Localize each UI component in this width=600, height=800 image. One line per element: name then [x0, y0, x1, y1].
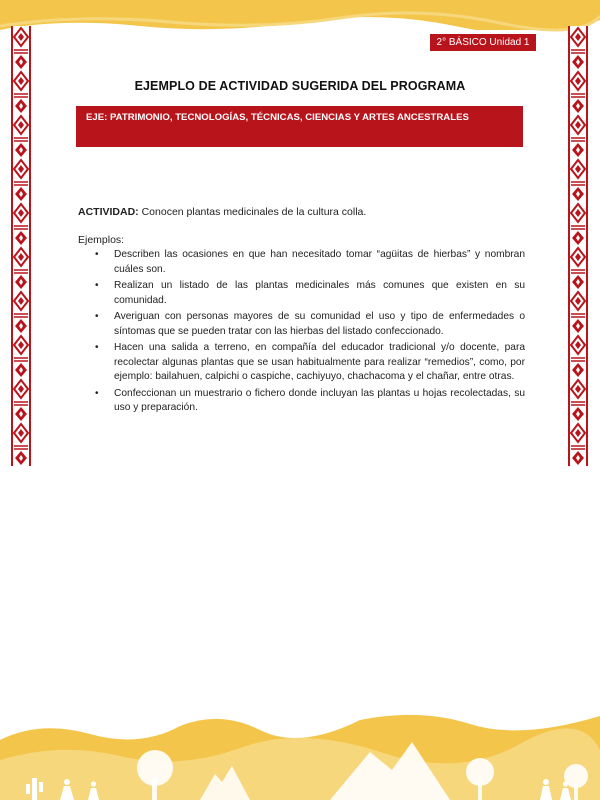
grade-unit-badge: 2° BÁSICO Unidad 1	[430, 34, 536, 51]
bullet-icon: •	[95, 311, 99, 322]
list-item	[78, 310, 525, 339]
example-text: Confeccionan un muestrario o fichero donde incluyan las plantas u hojas recolectadas, su uso y preparación.	[114, 387, 525, 413]
page-title: EJEMPLO DE ACTIVIDAD SUGERIDA DEL PROGRAMA	[134, 79, 466, 93]
bullet-icon: •	[95, 387, 99, 399]
footer-landscape-illustration	[0, 690, 600, 800]
example-text: Describen las ocasiones en que han necesitado tomar “agüitas de hierbas” y nombran cuáles son.	[114, 249, 525, 275]
activity-text: Conocen plantas medicinales de la cultura colla.	[138, 206, 367, 218]
top-decorative-band	[0, 0, 600, 30]
wave-decoration	[0, 0, 600, 34]
axis-title: EJE: PATRIMONIO, TECNOLOGÍAS, TÉCNICAS, CIENCIAS Y ARTES ANCESTRALES	[86, 112, 469, 123]
axis-banner	[76, 106, 523, 147]
list-item	[78, 248, 525, 277]
examples-list	[78, 248, 525, 418]
bullet-icon: •	[95, 249, 99, 260]
list-item	[78, 279, 525, 308]
list-item	[78, 341, 525, 385]
bullet-icon: •	[95, 342, 99, 353]
example-text: Hacen una salida a terreno, en compañía del educador tradicional y/o docente, para recolectar algunas plantas que se usan habitualmente para realizar “remedios”, como, por ejemplo: bailahuen, calpichi o caspiche, cachiyuyo, chachacoma y el chañar, entre otras.	[114, 342, 525, 382]
examples-label: Ejemplos:	[78, 234, 125, 246]
example-text: Realizan un listado de las plantas medicinales más comunes que existen en su comunidad.	[114, 280, 525, 306]
activity-label: ACTIVIDAD:	[78, 206, 139, 218]
example-text: Averiguan con personas mayores de su comunidad el uso y tipo de enfermedades o síntomas que se pueden tratar con las hierbas del listado confeccionado.	[114, 311, 525, 337]
activity-line	[78, 206, 366, 218]
list-item	[78, 387, 525, 416]
bullet-icon: •	[95, 280, 99, 291]
